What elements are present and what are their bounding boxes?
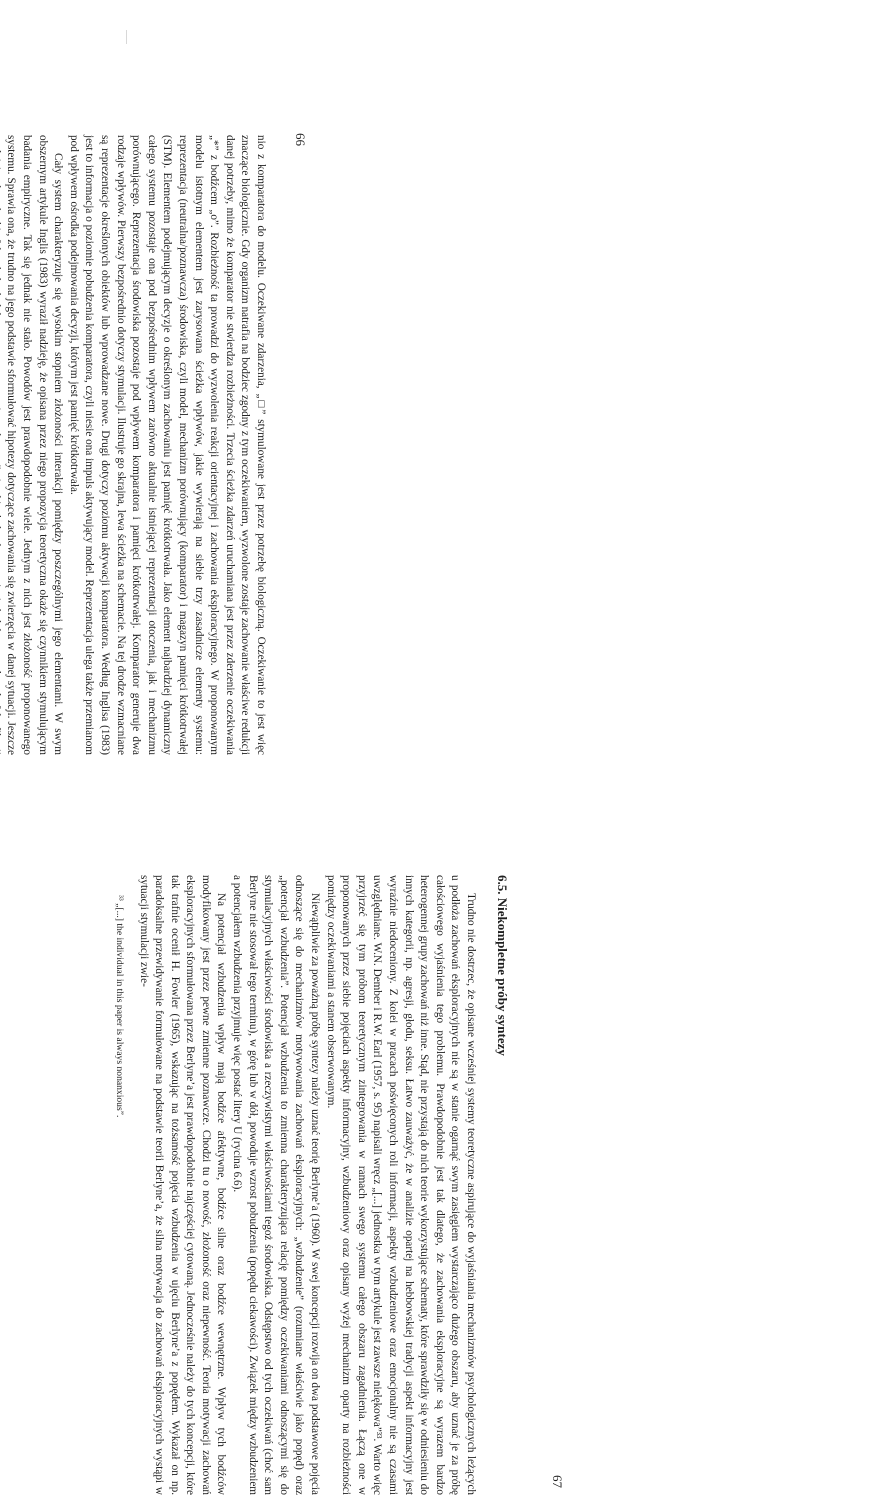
- paragraph: Na potencjał wzbudzenia wpływ mają bodźce afektywne, bodźce silne oraz bodźce wewnętrzne. Wpływ tych bodźców modyfikowany jest przez pewne zmienne poznawcze. Chodzi tu o nowość, złożoność oraz niepewność. Teoria motywacji zachowań eksploracyjnych sformułowana przez Berlyne’a jest prawdopodobnie najczęściej cytowaną. Jednocześnie należy do tych koncepcji, które tak trafnie ocenił H. Fowler (1965), wskazując na tożsamość pojęcia wzbudzenia w ujęciu Berlyne’a z popędem. Wykazał on np. paradoksalne przewidywanie formułowane na podstawie teorii Berlyne’a, że silna motywacja do zachowań eksploracyjnych wystąpi w sytuacji stymulacji zwie-: [137, 875, 228, 1495]
- left-page: [5, 133, 308, 755]
- footnote: ³³ „[...] the individual in this paper is always nonanxious”.: [113, 895, 125, 1118]
- page-number: 66: [293, 133, 308, 146]
- paragraph: Cały system charakteryzuje się wysokim stopniem złożoności interakcji pomiędzy poszczególnymi jego elementami. W swym obszernym artykule Inglis (1983) wyraził nadzieję, że opisana przez niego propozycja teoretyczna okaże się czynnikiem stymulującym badania empiryczne. Tak się jednak nie stało. Powodów jest prawdopodobnie wiele. Jednym z nich jest złożoność proponowanego systemu. Sprawia ona, że trudno na jego podstawie sformułować hipotezy dotyczące zachowania się zwierzęcia w danej sytuacji. Jeszcze: [5, 135, 65, 755]
- paragraph: nio z komparatora do modelu. Oczekiwane zdarzenia, „□” stymulowane jest przez potrzebę biologiczną. Oczekiwanie to jest więc znaczące biologicznie. Gdy organizm natrafia na bodziec zgodny z tym oczekiwaniem, wyzwolone zostaje zachowanie właściwe redukcji danej potrzeby, mimo że komparator nie stwierdza rozbieżności. Trzecia ścieżka zdarzeń uruchamiana jest przez zderzenie oczekiwania „*” z bodźcem „o”. Rozbieżność ta prowadzi do wyzwolenia reakcji orientacyjnej i zachowania eksploracyjnego. W proponowanym modelu istotnym elementem jest zarysowana ścieżka wpływów, jakie wywierają na siebie trzy zasadnicze elementy systemu: reprezentacja (neutralna/poznawcza) środowiska, czyli model, mechanizm porównujący (komparator) i magazyn pamięci krótkotrwałej (STM). Elementem podejmującym decyzje o określonym zachowaniu jest pamięć krótkotrwała. Jako element najbardziej dynamiczny całego systemu pozostaje ona pod bezpośrednim wpływem zarówno aktualnie istniejącej reprezentacji otoczenia, jak i mechanizmu porównującego. Reprezentacja środowiska pozostaje pod wpływem komparatora i pamięci krótkotrwałej. Komparator generuje dwa rodzaje wpływów. Pierwszy bezpośrednio dotyczy stymulacji. Ilustruje go skrajna, lewa ścieżka na schemacie. Na tej drodze wzmacniane są reprezentacje określonych obiektów lub wprowadzane nowe. Drugi dotyczy poziomu aktywacji komparatora. Według Inglisa (1983) jest to informacja o poziomie pobudzenia komparatora, czyli niesie ona impuls aktywujący model. Reprezentacja ulega także przemianom pod wpływem ośrodka podejmowania decyzji, którym jest pamięć krótkotrwała.: [67, 135, 267, 755]
- scan-artifact: [126, 30, 133, 44]
- right-page: [0, 875, 565, 1495]
- paragraph: Niewątpliwie za poważną próbę syntezy należy uznać teorię Berlyne’a (1960). W swej koncepcji rozwija on dwa podstawowe pojęcia odnoszące się do mechanizmów motywowania zachowań eksploracyjnych: „wzbudzenie” (rozumiane właściwie jako popęd) oraz „potencjał wzbudzenia”. Potencjał wzbudzenia to zmienna charakteryzująca relację pomiędzy oczekiwaniami odnoszącymi się do stymulacyjnych właściwości środowiska a rzeczywistymi właściwościami tegoż środowiska. Odstępstwo od tych oczekiwań (choć sam Berlyne nie stosował tego terminu), w górę lub w dół, powoduje wzrost pobudzenia (popędu ciekawości). Związek między wzbudzeniem a potencjałem wzbudzenia przyjmuje więc postać litery U (rycina 6.6).: [231, 875, 322, 1495]
- page-number: 67: [550, 1475, 565, 1488]
- paragraph: Trudno nie dostrzec, że opisane wcześniej systemy teoretyczne aspirujące do wyjaśniania mechanizmów psychologicznych leżących u podłoża zachowań eksploracyjnych nie są w stanie ogarnąć swym zasięgiem wystarczająco dużego obszaru, aby uznać je za próbę całościowego wyjaśnienia tego problemu. Prawdopodobnie jest tak dlatego, że zachowania eksploracyjne są wyrazem bardzo heterogennej grupy zachowań niż inne. Stąd, nie przystają do nich teorie wykorzystujące schematy, które sprawdziły się w odniesieniu do innych kategorii, np. agresji, głodu, seksu. Łatwo zauważyć, że w analizie opartej na hebbowskiej tradycji aspekt informacyjny jest wyraźnie niedoceniony. Z kolei w pracach poświęconych roli informacji, aspekty wzbudzeniowe oraz emocjonalny nie są czasami uwzględniane. W.N. Dember i R.W. Earl (1957, s. 95) napisali wręcz „[...] jednostka w tym artykule jest zawsze nielękowa”³³. Warto więc przyjrzeć się tym próbom teoretycznym zintegrowania w ramach swego systemu całego obszaru zagadnienia. Łączą one w proponowanych przez siebie pojęciach aspekty informacyjny, wzbudzeniowy oraz opisany wyżej mechanizm oparty na rozbieżności pomiędzy oczekiwaniami a stanem obserwowanym.: [324, 875, 477, 1495]
- section-heading: 6.5. Niekompletne próby syntezy: [495, 875, 510, 1056]
